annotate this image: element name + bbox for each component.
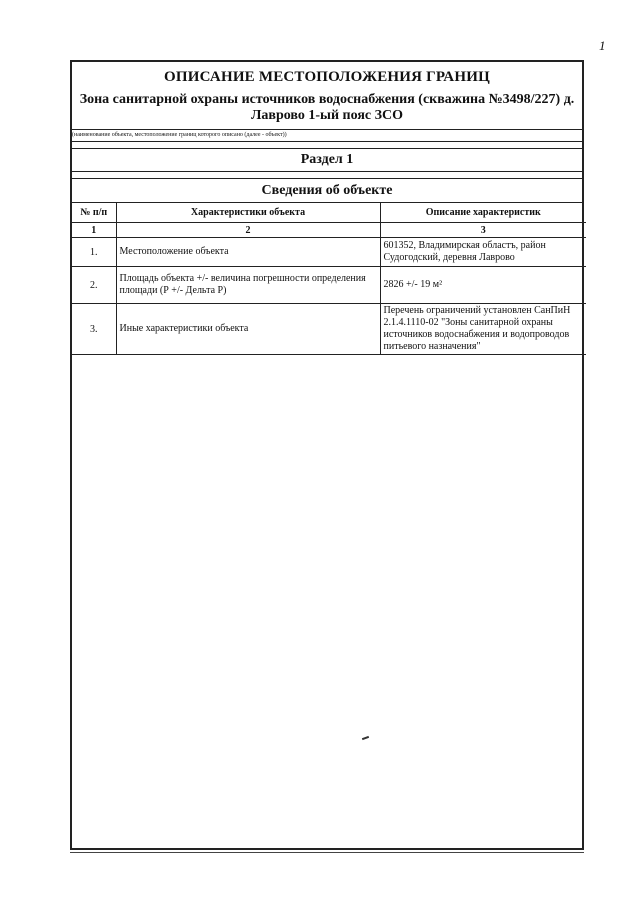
table-row: [72, 238, 586, 267]
row-number: 2.: [72, 267, 116, 304]
title-block: [72, 62, 582, 130]
spacer: [72, 172, 582, 179]
row-number: 3.: [72, 304, 116, 355]
page-number: 1: [599, 38, 606, 53]
row-description: 2826 +/- 19 м²: [380, 267, 586, 304]
table-index-row: [72, 223, 586, 238]
header-description: Описание характеристик: [380, 203, 586, 223]
index-cell: 3: [380, 223, 586, 238]
table-header-row: [72, 203, 586, 223]
table-row: [72, 267, 586, 304]
spacer: [72, 142, 582, 149]
row-characteristic: Площадь объекта +/- величина погрешности определения площади (Р +/- Дельта Р): [116, 267, 380, 304]
row-number: 1.: [72, 238, 116, 267]
row-description: Перечень ограничений установлен СанПиН 2.1.4.1110-02 "Зоны санитарной охраны источников водоснабжения и водопроводов питьевого назначения": [380, 304, 586, 355]
frame-bottom-line: [70, 852, 584, 853]
row-characteristic: Местоположение объекта: [116, 238, 380, 267]
row-characteristic: Иные характеристики объекта: [116, 304, 380, 355]
characteristics-table: [72, 203, 586, 355]
document-frame: [70, 60, 584, 850]
table-row: [72, 304, 586, 355]
object-name-note: (наименование объекта, местоположение границ которого описано (далее - объект)): [72, 130, 582, 142]
header-number: № п/п: [72, 203, 116, 223]
index-cell: 2: [116, 223, 380, 238]
info-title: Сведения об объекте: [72, 179, 582, 203]
header-characteristic: Характеристики объекта: [116, 203, 380, 223]
row-description: 601352, Владимирская областъ, район Судогодский, деревня Лаврово: [380, 238, 586, 267]
document-title: ОПИСАНИЕ МЕСТОПОЛОЖЕНИЯ ГРАНИЦ: [164, 69, 490, 85]
index-cell: 1: [72, 223, 116, 238]
document-subtitle: Зона санитарной охраны источников водоснабжения (скважина №3498/227) д. Лаврово 1-ый пояс ЗСО: [79, 92, 575, 123]
section-title: Раздел 1: [72, 149, 582, 172]
